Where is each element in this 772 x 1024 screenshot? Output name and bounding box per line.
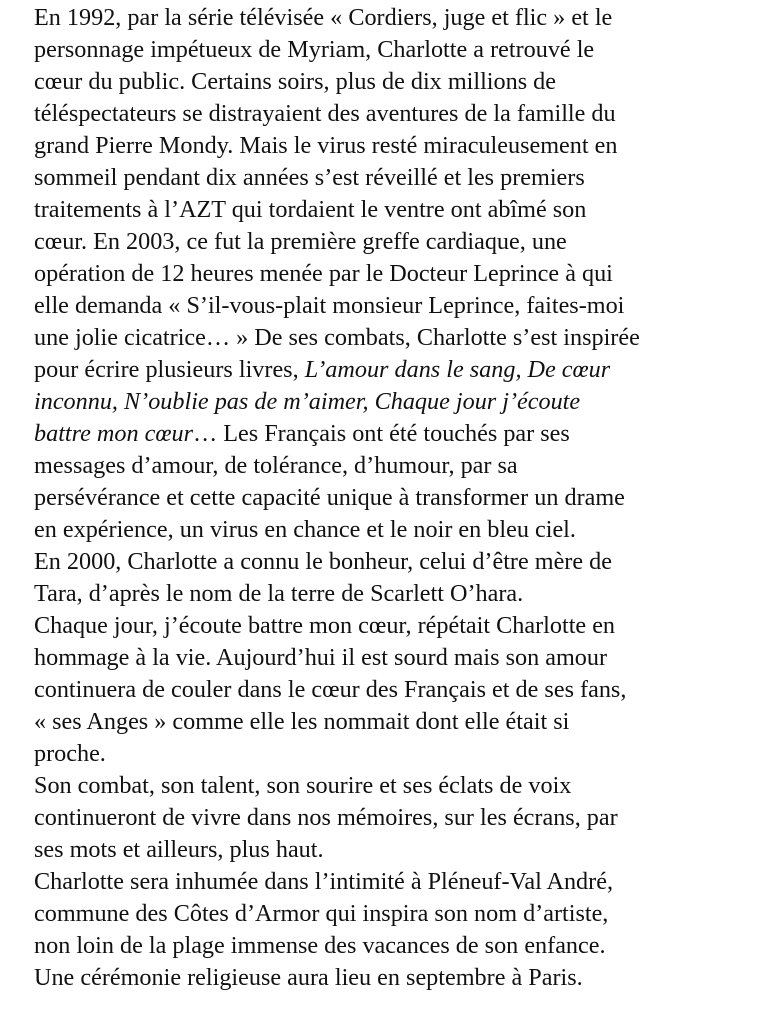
text-line: [34, 962, 746, 994]
text-line: [34, 642, 746, 674]
text-line: [34, 2, 746, 34]
text-run: ses mots et ailleurs, plus haut.: [34, 836, 324, 863]
book-titles-italic: battre mon cœur: [34, 420, 194, 447]
book-titles-italic: L’amour dans le sang, De cœur: [304, 356, 611, 383]
text-run: commune des Côtes d’Armor qui inspira son nom d’artiste,: [34, 900, 609, 927]
text-line: [34, 546, 746, 578]
text-line: [34, 34, 746, 66]
text-line: [34, 290, 746, 322]
text-run: cœur du public. Certains soirs, plus de dix millions de: [34, 68, 556, 95]
text-line: [34, 322, 746, 354]
text-line: [34, 866, 746, 898]
text-line: [34, 738, 746, 770]
text-run: en expérience, un virus en chance et le noir en bleu ciel.: [34, 516, 576, 543]
text-run: grand Pierre Mondy. Mais le virus resté miraculeusement en: [34, 132, 618, 159]
text-run: Son combat, son talent, son sourire et ses éclats de voix: [34, 772, 572, 799]
text-line: [34, 514, 746, 546]
text-run: personnage impétueux de Myriam, Charlotte a retrouvé le: [34, 36, 595, 63]
text-line: [34, 578, 746, 610]
text-run: pour écrire plusieurs livres,: [34, 356, 305, 383]
text-line: [34, 674, 746, 706]
text-run: téléspectateurs se distrayaient des aventures de la famille du: [34, 100, 616, 127]
text-run: messages d’amour, de tolérance, d’humour, par sa: [34, 452, 518, 479]
text-line: [34, 482, 746, 514]
text-line: [34, 418, 746, 450]
text-line: [34, 930, 746, 962]
text-line: [34, 162, 746, 194]
text-line: [34, 706, 746, 738]
article-body: [34, 0, 746, 994]
text-line: [34, 354, 746, 386]
text-line: [34, 834, 746, 866]
text-line: [34, 450, 746, 482]
text-run: « ses Anges » comme elle les nommait dont elle était si: [34, 708, 570, 735]
text-run: elle demanda « S’il-vous-plait monsieur Leprince, faites-moi: [34, 292, 625, 319]
text-line: [34, 610, 746, 642]
text-line: [34, 770, 746, 802]
text-run: En 2000, Charlotte a connu le bonheur, celui d’être mère de: [34, 548, 612, 575]
text-line: [34, 386, 746, 418]
text-run: persévérance et cette capacité unique à transformer un drame: [34, 484, 625, 511]
text-run: En 1992, par la série télévisée « Cordiers, juge et flic » et le: [34, 4, 613, 31]
text-run: hommage à la vie. Aujourd’hui il est sourd mais son amour: [34, 644, 608, 671]
text-line: [34, 98, 746, 130]
book-titles-italic: inconnu, N’oublie pas de m’aimer, Chaque jour j’écoute: [34, 388, 581, 415]
text-line: [34, 898, 746, 930]
text-run: Charlotte sera inhumée dans l’intimité à Pléneuf-Val André,: [34, 868, 613, 895]
text-run: … Les Français ont été touchés par ses: [193, 420, 570, 447]
text-run: continuera de couler dans le cœur des Français et de ses fans,: [34, 676, 627, 703]
text-run: Tara, d’après le nom de la terre de Scarlett O’hara.: [34, 580, 524, 607]
text-line: [34, 258, 746, 290]
text-run: non loin de la plage immense des vacances de son enfance.: [34, 932, 606, 959]
text-run: Une cérémonie religieuse aura lieu en septembre à Paris.: [34, 964, 583, 991]
text-run: proche.: [34, 740, 106, 767]
text-run: opération de 12 heures menée par le Docteur Leprince à qui: [34, 260, 613, 287]
text-run: une jolie cicatrice… » De ses combats, Charlotte s’est inspirée: [34, 324, 640, 351]
text-run: cœur. En 2003, ce fut la première greffe cardiaque, une: [34, 228, 567, 255]
text-line: [34, 66, 746, 98]
text-line: [34, 802, 746, 834]
text-line: [34, 194, 746, 226]
text-run: Chaque jour, j’écoute battre mon cœur, répétait Charlotte en: [34, 612, 616, 639]
text-run: sommeil pendant dix années s’est réveillé et les premiers: [34, 164, 585, 191]
text-run: traitements à l’AZT qui tordaient le ventre ont abîmé son: [34, 196, 587, 223]
text-run: continueront de vivre dans nos mémoires, sur les écrans, par: [34, 804, 618, 831]
text-line: [34, 130, 746, 162]
text-line: [34, 226, 746, 258]
